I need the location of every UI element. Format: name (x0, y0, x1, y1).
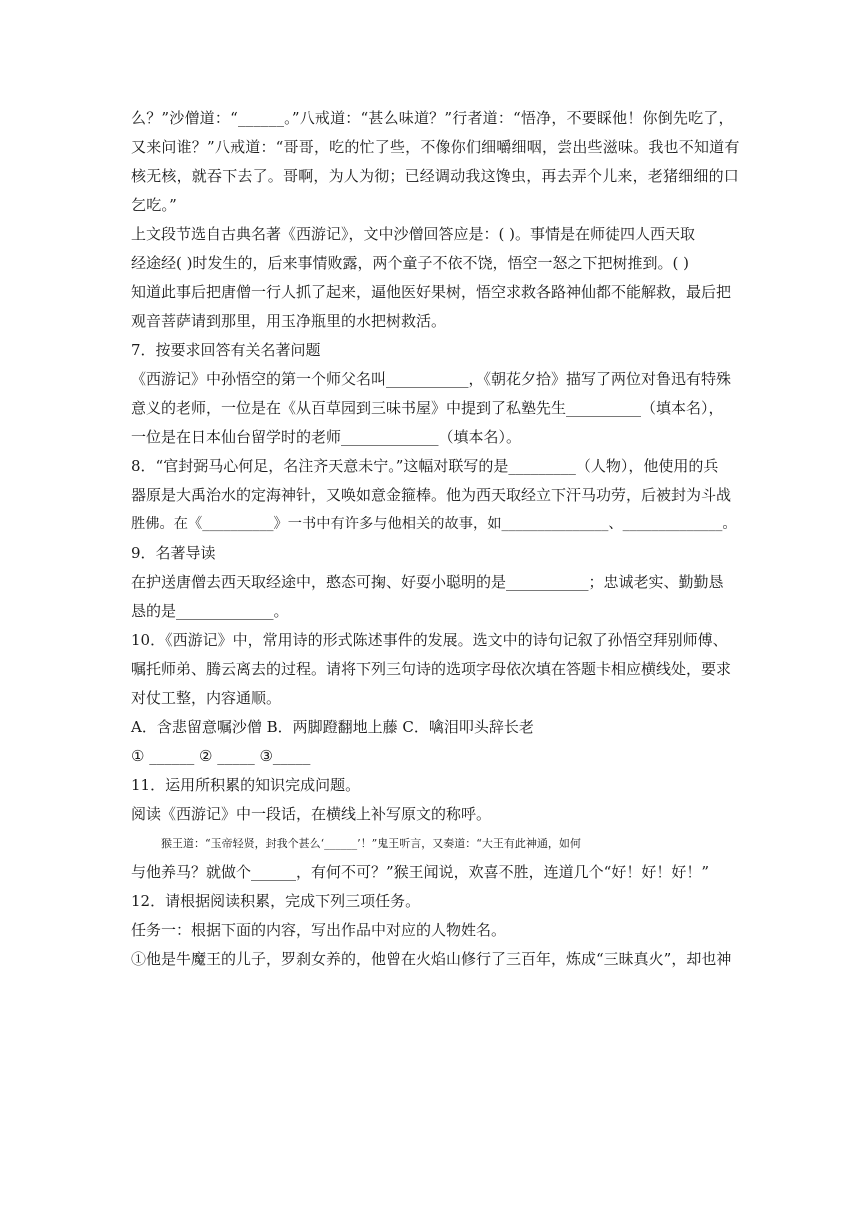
question-12-item-1: ①他是牛魔王的儿子，罗刹女养的，他曾在火焰山修行了三百年，炼成“三昧真火”，却也神 (131, 950, 732, 968)
question-8-line-2: 器原是大禹治水的定海神针，又唤如意金箍棒。他为西天取经立下汗马功劳，后被封为斗战 (131, 486, 732, 504)
question-10-answer-blanks: ① ______ ② _____ ③_____ (131, 747, 311, 765)
question-11-heading: 11．运用所积累的知识完成问题。 (131, 776, 361, 794)
question-11-quote-line-2: 与他养马？就做个______，有何不可？”猴王闻说，欢喜不胜，连道几个“好！好！好！” (131, 863, 710, 881)
question-8-line-3: 胜佛。在《__________》一书中有许多与他相关的故事，如_______________、______________。 (131, 516, 737, 532)
question-12-heading: 12．请根据阅读积累，完成下列三项任务。 (131, 892, 421, 910)
question-10-options: A．含悲留意嘱沙僧 B．两脚蹬翻地上藤 C．噙泪叩头辞长老 (131, 718, 534, 736)
question-7-line-3: 一位是在日本仙台留学时的老师_____________（填本名）。 (131, 428, 522, 446)
question-12-task-1: 任务一：根据下面的内容，写出作品中对应的人物姓名。 (131, 921, 507, 939)
question-7-line-1: 《西游记》中孙悟空的第一个师父名叫___________，《朝花夕拾》描写了两位对鲁迅有特殊 (131, 370, 732, 388)
question-10-line-3: 对仗工整，内容通顺。 (131, 689, 282, 707)
question-11-quote-line-1: 猴王道：“玉帝轻贤，封我个甚么‘______’！”鬼王听言，又奏道：“大王有此神通，如何 (161, 837, 581, 850)
question-10-line-2: 嘱托师弟、腾云离去的过程。请将下列三句诗的选项字母依次填在答题卡相应横线处，要求 (131, 660, 732, 678)
question-9-heading: 9．名著导读 (131, 544, 216, 562)
question-9-line-1: 在护送唐僧去西天取经途中，憨态可掬、好耍小聪明的是___________；忠诚老实、勤勤恳 (131, 573, 724, 591)
passage-line-2: 又来问谁？”八戒道：“哥哥，吃的忙了些，不像你们细嚼细咽，尝出些滋味。我也不知道有 (131, 138, 740, 156)
question-10-line-1: 10．《西游记》中，常用诗的形式陈述事件的发展。选文中的诗句记叙了孙悟空拜别师傅、 (131, 631, 728, 649)
question-11-instruction: 阅读《西游记》中一段话，在横线上补写原文的称呼。 (131, 805, 492, 823)
question-6-line-1: 上文段节选自古典名著《西游记》，文中沙僧回答应是：( )。事情是在师徒四人西天取 (131, 225, 695, 243)
question-6-line-2: 经途经( )时发生的，后来事情败露，两个童子不依不饶，悟空一怒之下把树推到。( ) (131, 254, 689, 272)
question-6-line-4: 观音菩萨请到那里，用玉净瓶里的水把树救活。 (131, 312, 447, 330)
question-7-line-2: 意义的老师，一位是在《从百草园到三味书屋》中提到了私塾先生__________（填本名）， (131, 399, 724, 417)
question-8-line-1: 8．“官封弼马心何足，名注齐天意未宁。”这幅对联写的是_________（人物），他使用的兵 (131, 457, 719, 475)
passage-line-4: 乞吃。” (131, 196, 177, 214)
question-7-heading: 7．按要求回答有关名著问题 (131, 341, 321, 359)
passage-line-3: 核无核，就吞下去了。哥啊，为人为彻；已经调动我这馋虫，再去弄个儿来，老猪细细的口 (131, 167, 740, 185)
passage-line-1: 么？”沙僧道：“______。”八戒道：“甚么味道？”行者道：“悟净，不要睬他！你倒先吃了， (131, 109, 734, 127)
question-6-line-3: 知道此事后把唐僧一行人抓了起来，逼他医好果树，悟空求救各路神仙都不能解救，最后把 (131, 283, 732, 301)
document-page (131, 104, 741, 974)
question-9-line-2: 恳的是_____________。 (131, 602, 289, 620)
